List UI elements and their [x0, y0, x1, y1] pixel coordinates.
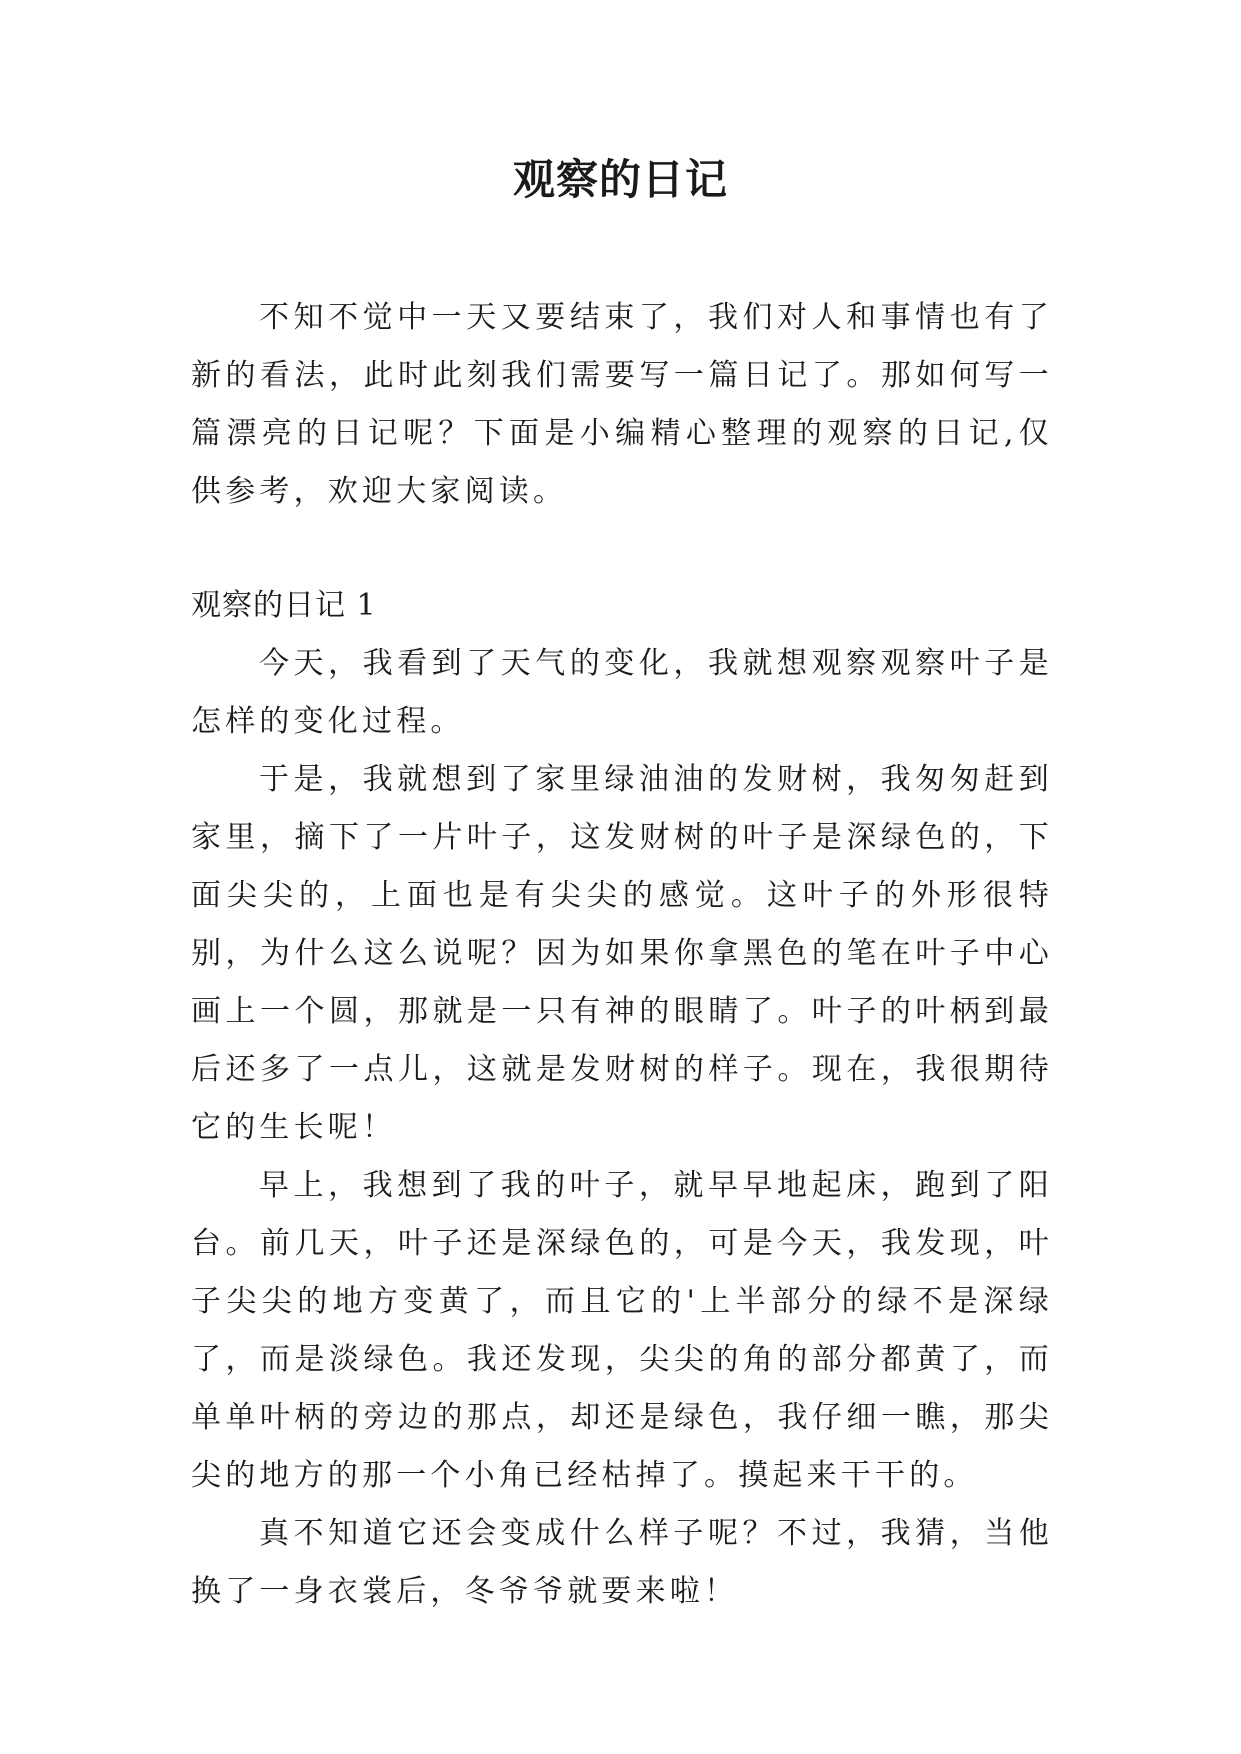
diary-section — [191, 577, 1053, 1621]
document-title: 观察的日记 — [512, 155, 728, 204]
body-paragraph: 早上，我想到了我的叶子，就早早地起床，跑到了阳台。前几天，叶子还是深绿色的，可是今天，我发现，叶子尖尖的地方变黄了，而且它的'上半部分的绿不是深绿了，而是淡绿色。我还发现，尖尖的角的部分都黄了，而单单叶柄的旁边的那点，却还是绿色，我仔细一瞧，那尖尖的地方的那一个小角已经枯掉了。摸起来干干的。 — [191, 1168, 1053, 1493]
body-paragraph: 真不知道它还会变成什么样子呢？不过，我猜，当他换了一身衣裳后，冬爷爷就要来啦！ — [191, 1516, 1053, 1609]
body-paragraph: 今天，我看到了天气的变化，我就想观察观察叶子是怎样的变化过程。 — [191, 646, 1053, 739]
body-paragraph: 于是，我就想到了家里绿油油的发财树，我匆匆赶到家里，摘下了一片叶子，这发财树的叶子是深绿色的，下面尖尖的，上面也是有尖尖的感觉。这叶子的外形很特别，为什么这么说呢？因为如果你拿黑色的笔在叶子中心画上一个圆，那就是一只有神的眼睛了。叶子的叶柄到最后还多了一点儿，这就是发财树的样子。现在，我很期待它的生长呢！ — [191, 762, 1053, 1145]
document-body — [191, 289, 1053, 1621]
section-heading: 观察的日记 1 — [191, 588, 377, 623]
intro-paragraph: 不知不觉中一天又要结束了，我们对人和事情也有了新的看法，此时此刻我们需要写一篇日记了。那如何写一篇漂亮的日记呢？下面是小编精心整理的观察的日记,仅供参考，欢迎大家阅读。 — [191, 300, 1053, 509]
